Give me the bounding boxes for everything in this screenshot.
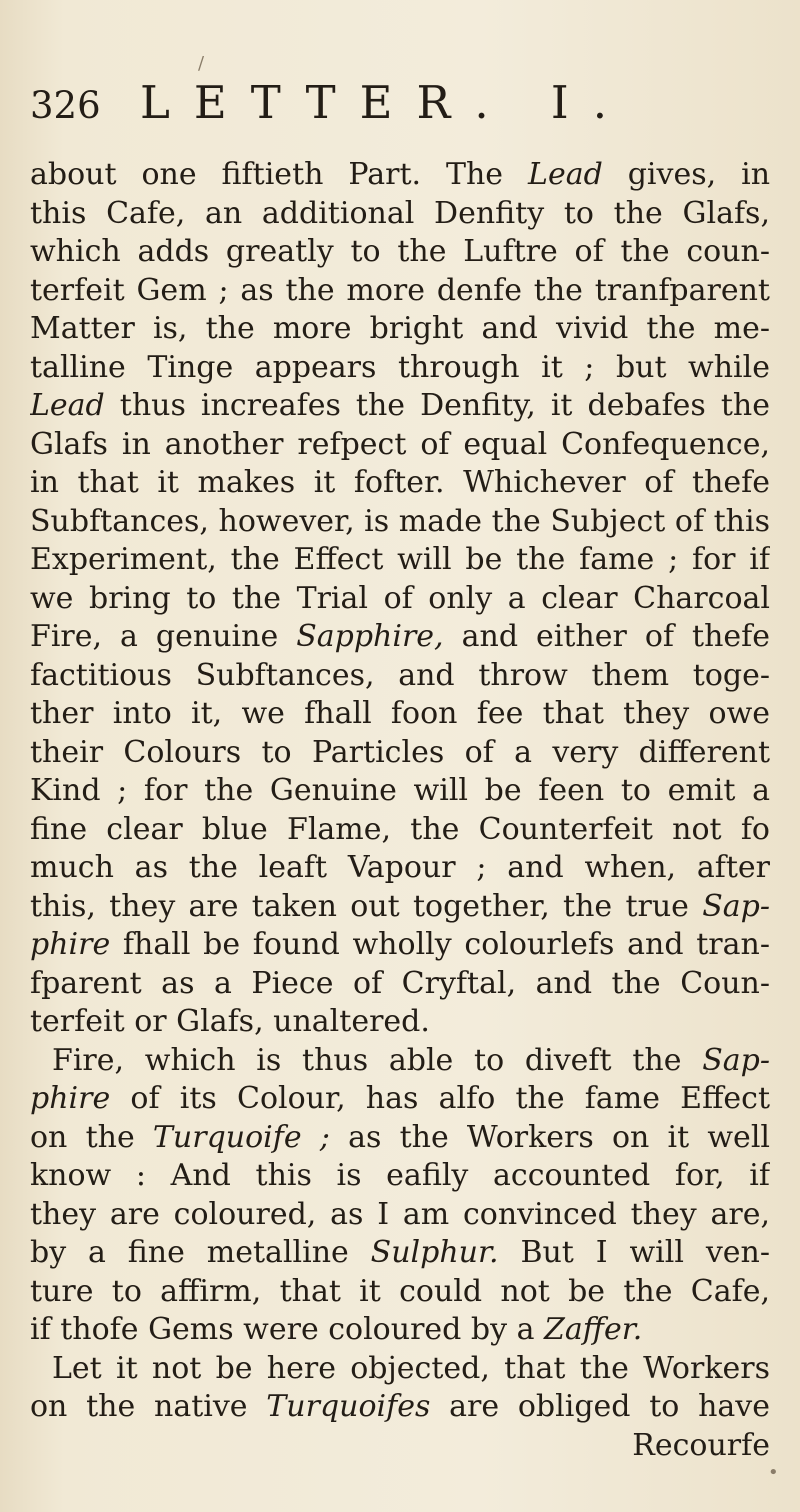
text-line (30, 1311, 770, 1350)
text-line (30, 503, 770, 542)
text-line (30, 1427, 770, 1466)
text-segment: on the (30, 1119, 153, 1155)
running-title: LETTER. I. (140, 76, 632, 129)
text-segment: we bring to the Trial of only a clear Charcoal (30, 580, 770, 616)
text-line (30, 618, 770, 657)
text-segment: Fire, which is thus able to diveft the (52, 1042, 703, 1078)
text-segment: of its Colour, has alfo the fame Effect (110, 1081, 770, 1116)
text-line (30, 1234, 770, 1273)
text-segment: know : And this is eafily accounted for, if (30, 1158, 770, 1193)
text-segment: Fire, a genuine (30, 619, 297, 654)
italic-text: Zaffer. (544, 1312, 643, 1347)
text-line (30, 310, 770, 349)
text-line (30, 1273, 770, 1312)
text-segment: much as the leaft Vapour ; and when, after (30, 850, 770, 885)
text-segment: Experiment, the Effect will be the fame ; for if (30, 542, 770, 577)
text-segment: as the Workers on it well (329, 1119, 770, 1155)
italic-text: Sap- (702, 1042, 770, 1078)
text-segment: ture to affirm, that it could not be the Cafe, (30, 1273, 770, 1309)
text-line (30, 1080, 770, 1119)
text-segment: by a fine metalline (30, 1235, 371, 1270)
italic-text: Lead (30, 388, 105, 423)
text-segment: terfeit or Glafs, unaltered. (30, 1004, 430, 1039)
text-segment: gives, in (602, 157, 770, 192)
text-segment: on the native (30, 1389, 267, 1424)
page-header (30, 78, 770, 136)
stray-mark-bottom: • (768, 1462, 779, 1483)
text-line (30, 1350, 770, 1389)
italic-text: Sapphire, (296, 619, 444, 654)
text-segment: which adds greatly to the Luftre of the coun- (30, 234, 770, 269)
text-segment: this, they are taken out together, the true (30, 888, 703, 924)
page-number: 326 (30, 84, 101, 127)
text-segment: factitious Subftances, and throw them toge- (30, 657, 770, 693)
text-line (30, 156, 770, 195)
text-line (30, 657, 770, 696)
text-line (30, 849, 770, 888)
text-line (30, 233, 770, 272)
text-segment: terfeit Gem ; as the more denfe the tranfparent (30, 272, 770, 308)
text-line (30, 811, 770, 850)
text-segment: Matter is, the more bright and vivid the me- (30, 311, 770, 346)
text-line (30, 888, 770, 927)
text-line (30, 426, 770, 465)
text-line (30, 772, 770, 811)
italic-text: Sulphur. (370, 1235, 499, 1270)
body-text (30, 156, 770, 1465)
text-line (30, 734, 770, 773)
text-segment: Subftances, however, is made the Subject of this (30, 503, 770, 539)
text-line (30, 1196, 770, 1235)
text-line (30, 695, 770, 734)
text-line (30, 387, 770, 426)
italic-text: Lead (528, 157, 603, 192)
text-segment: Let it not be here objected, that the Workers (52, 1350, 770, 1386)
text-line (30, 464, 770, 503)
text-line (30, 349, 770, 388)
text-segment: this Cafe, an additional Denfity to the Glafs, (30, 195, 770, 231)
text-segment: Recourfe (632, 1427, 770, 1463)
text-segment: and either of thefe (443, 619, 770, 654)
italic-text: Turquoifes (266, 1389, 431, 1424)
text-segment: ther into it, we fhall foon fee that they owe (30, 696, 770, 731)
italic-text: phire (30, 927, 111, 962)
italic-text: phire (30, 1081, 111, 1116)
text-segment: fine clear blue Flame, the Counterfeit not fo (30, 811, 770, 847)
text-line (30, 1119, 770, 1158)
text-segment: Glafs in another refpect of equal Confequence, (30, 426, 770, 462)
stray-mark-top: / (198, 53, 205, 74)
text-line (30, 965, 770, 1004)
text-segment: they are coloured, as I am convinced they are, (30, 1196, 770, 1232)
text-segment: their Colours to Particles of a very different (30, 734, 770, 770)
text-line (30, 580, 770, 619)
text-line (30, 1003, 770, 1042)
text-line (30, 1042, 770, 1081)
text-line (30, 926, 770, 965)
text-segment: are obliged to have (430, 1389, 770, 1424)
text-line (30, 1388, 770, 1427)
text-segment: But I will ven- (498, 1235, 770, 1270)
text-segment: fhall be found wholly colourlefs and tran- (110, 927, 770, 962)
italic-text: Turquoife ; (152, 1119, 330, 1155)
text-segment: about one fiftieth Part. The (30, 157, 529, 192)
text-segment: fparent as a Piece of Cryftal, and the Coun- (30, 965, 770, 1001)
text-segment: talline Tinge appears through it ; but while (30, 349, 770, 385)
text-line (30, 195, 770, 234)
text-segment: thus increafes the Denfity, it debafes the (104, 388, 770, 423)
text-line (30, 1157, 770, 1196)
text-segment: Kind ; for the Genuine will be feen to emit a (30, 773, 770, 808)
text-line (30, 272, 770, 311)
italic-text: Sap- (702, 888, 770, 924)
text-segment: if thofe Gems were coloured by a (30, 1312, 545, 1347)
text-line (30, 541, 770, 580)
text-segment: in that it makes it fofter. Whichever of thefe (30, 465, 770, 500)
